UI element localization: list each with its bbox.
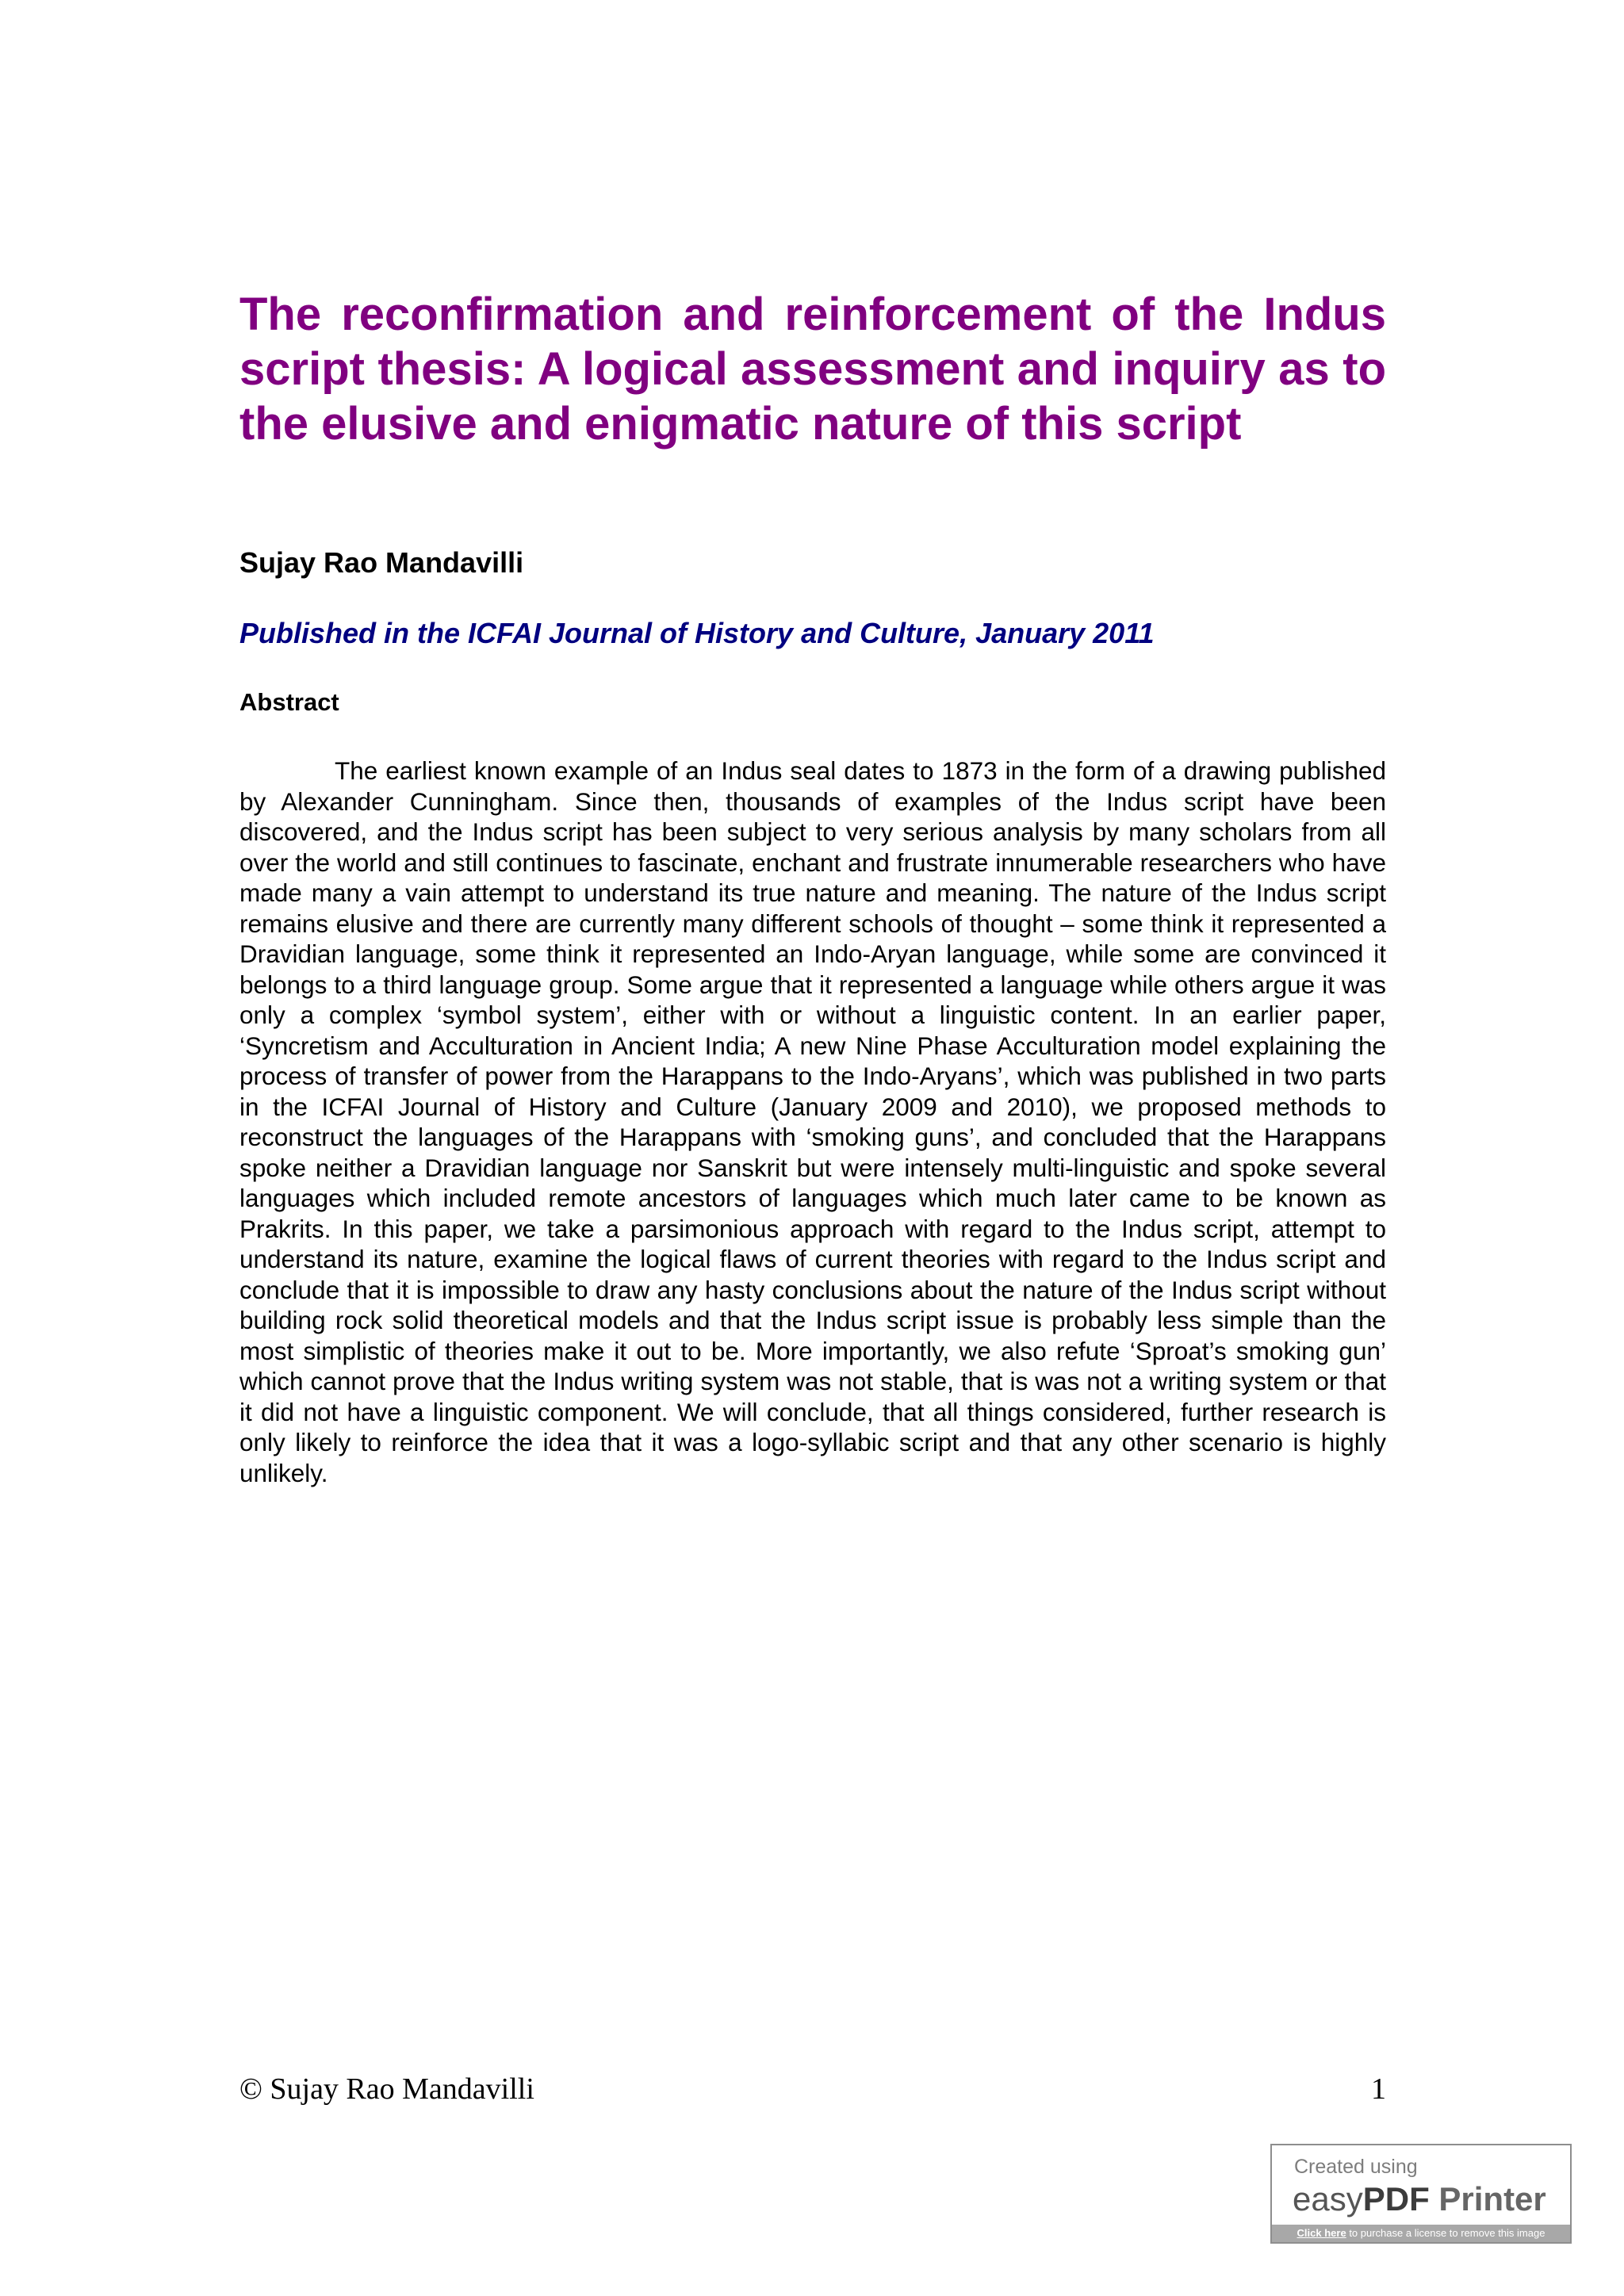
watermark-license-text: to purchase a license to remove this image — [1346, 2227, 1545, 2239]
watermark-brand-printer: Printer — [1429, 2180, 1546, 2218]
footer-copyright: © Sujay Rao Mandavilli — [239, 2072, 534, 2106]
watermark-license-bar — [1272, 2225, 1570, 2242]
watermark-brand-pdf: PDF — [1362, 2180, 1430, 2218]
watermark-brand-logo — [1293, 2180, 1546, 2218]
watermark-created-using: Created using — [1294, 2156, 1418, 2178]
watermark-brand-easy: easy — [1293, 2180, 1363, 2218]
publication-note: Published in the ICFAI Journal of History and Culture, January 2011 — [239, 617, 1155, 649]
easypdf-watermark — [1270, 2144, 1572, 2244]
watermark-click-here-link[interactable]: Click here — [1297, 2227, 1346, 2239]
paper-title: The reconfirmation and reinforcement of the Indus script thesis: A logical assessment and inquiry as to the elusive and enigmatic nature of this script — [239, 289, 1386, 450]
abstract-body: The earliest known example of an Indus seal dates to 1873 in the form of a drawing published by Alexander Cunningham. Since then, thousands of examples of the Indus script have been discovered, and the Indus script has been subject to very serious analysis by many scholars from all over the world and still continues to fascinate, enchant and frustrate innumerable researchers who have made many a vain attempt to understand its true nature and meaning. The nature of the Indus script remains elusive and there are currently many different schools of thought – some think it represented a Dravidian language, some think it represented an Indo-Aryan language, while some are convinced it belongs to a third language group. Some argue that it represented a language while others argue it was only a complex ‘symbol system’, either with or without a linguistic content. In an earlier paper, ‘Syncretism and Acculturation in Ancient India; A new Nine Phase Acculturation model explaining the process of transfer of power from the Harappans to the Indo-Aryans’, which was published in two parts in the ICFAI Journal of History and Culture (January 2009 and 2010), we proposed methods to reconstruct the languages of the Harappans with ‘smoking guns’, and concluded that the Harappans spoke neither a Dravidian language nor Sanskrit but were intensely multi-linguistic and spoke several languages which included remote ancestors of languages which much later came to be known as Prakrits. In this paper, we take a parsimonious approach with regard to the Indus script, attempt to understand its nature, examine the logical flaws of current theories with regard to the Indus script and conclude that it is impossible to draw any hasty conclusions about the nature of the Indus script without building rock solid theoretical models and that the Indus script issue is probably less simple than the most simplistic of theories make it out to be. More importantly, we also refute ‘Sproat’s smoking gun’ which cannot prove that the Indus writing system was not stable, that is was not a writing system or that it did not have a linguistic component. We will conclude, that all things considered, further research is only likely to reinforce the idea that it was a logo-syllabic script and that any other scenario is highly unlikely. — [239, 756, 1386, 1487]
author-name: Sujay Rao Mandavilli — [239, 546, 524, 579]
abstract-heading: Abstract — [239, 688, 339, 716]
page-number: 1 — [1371, 2072, 1386, 2106]
